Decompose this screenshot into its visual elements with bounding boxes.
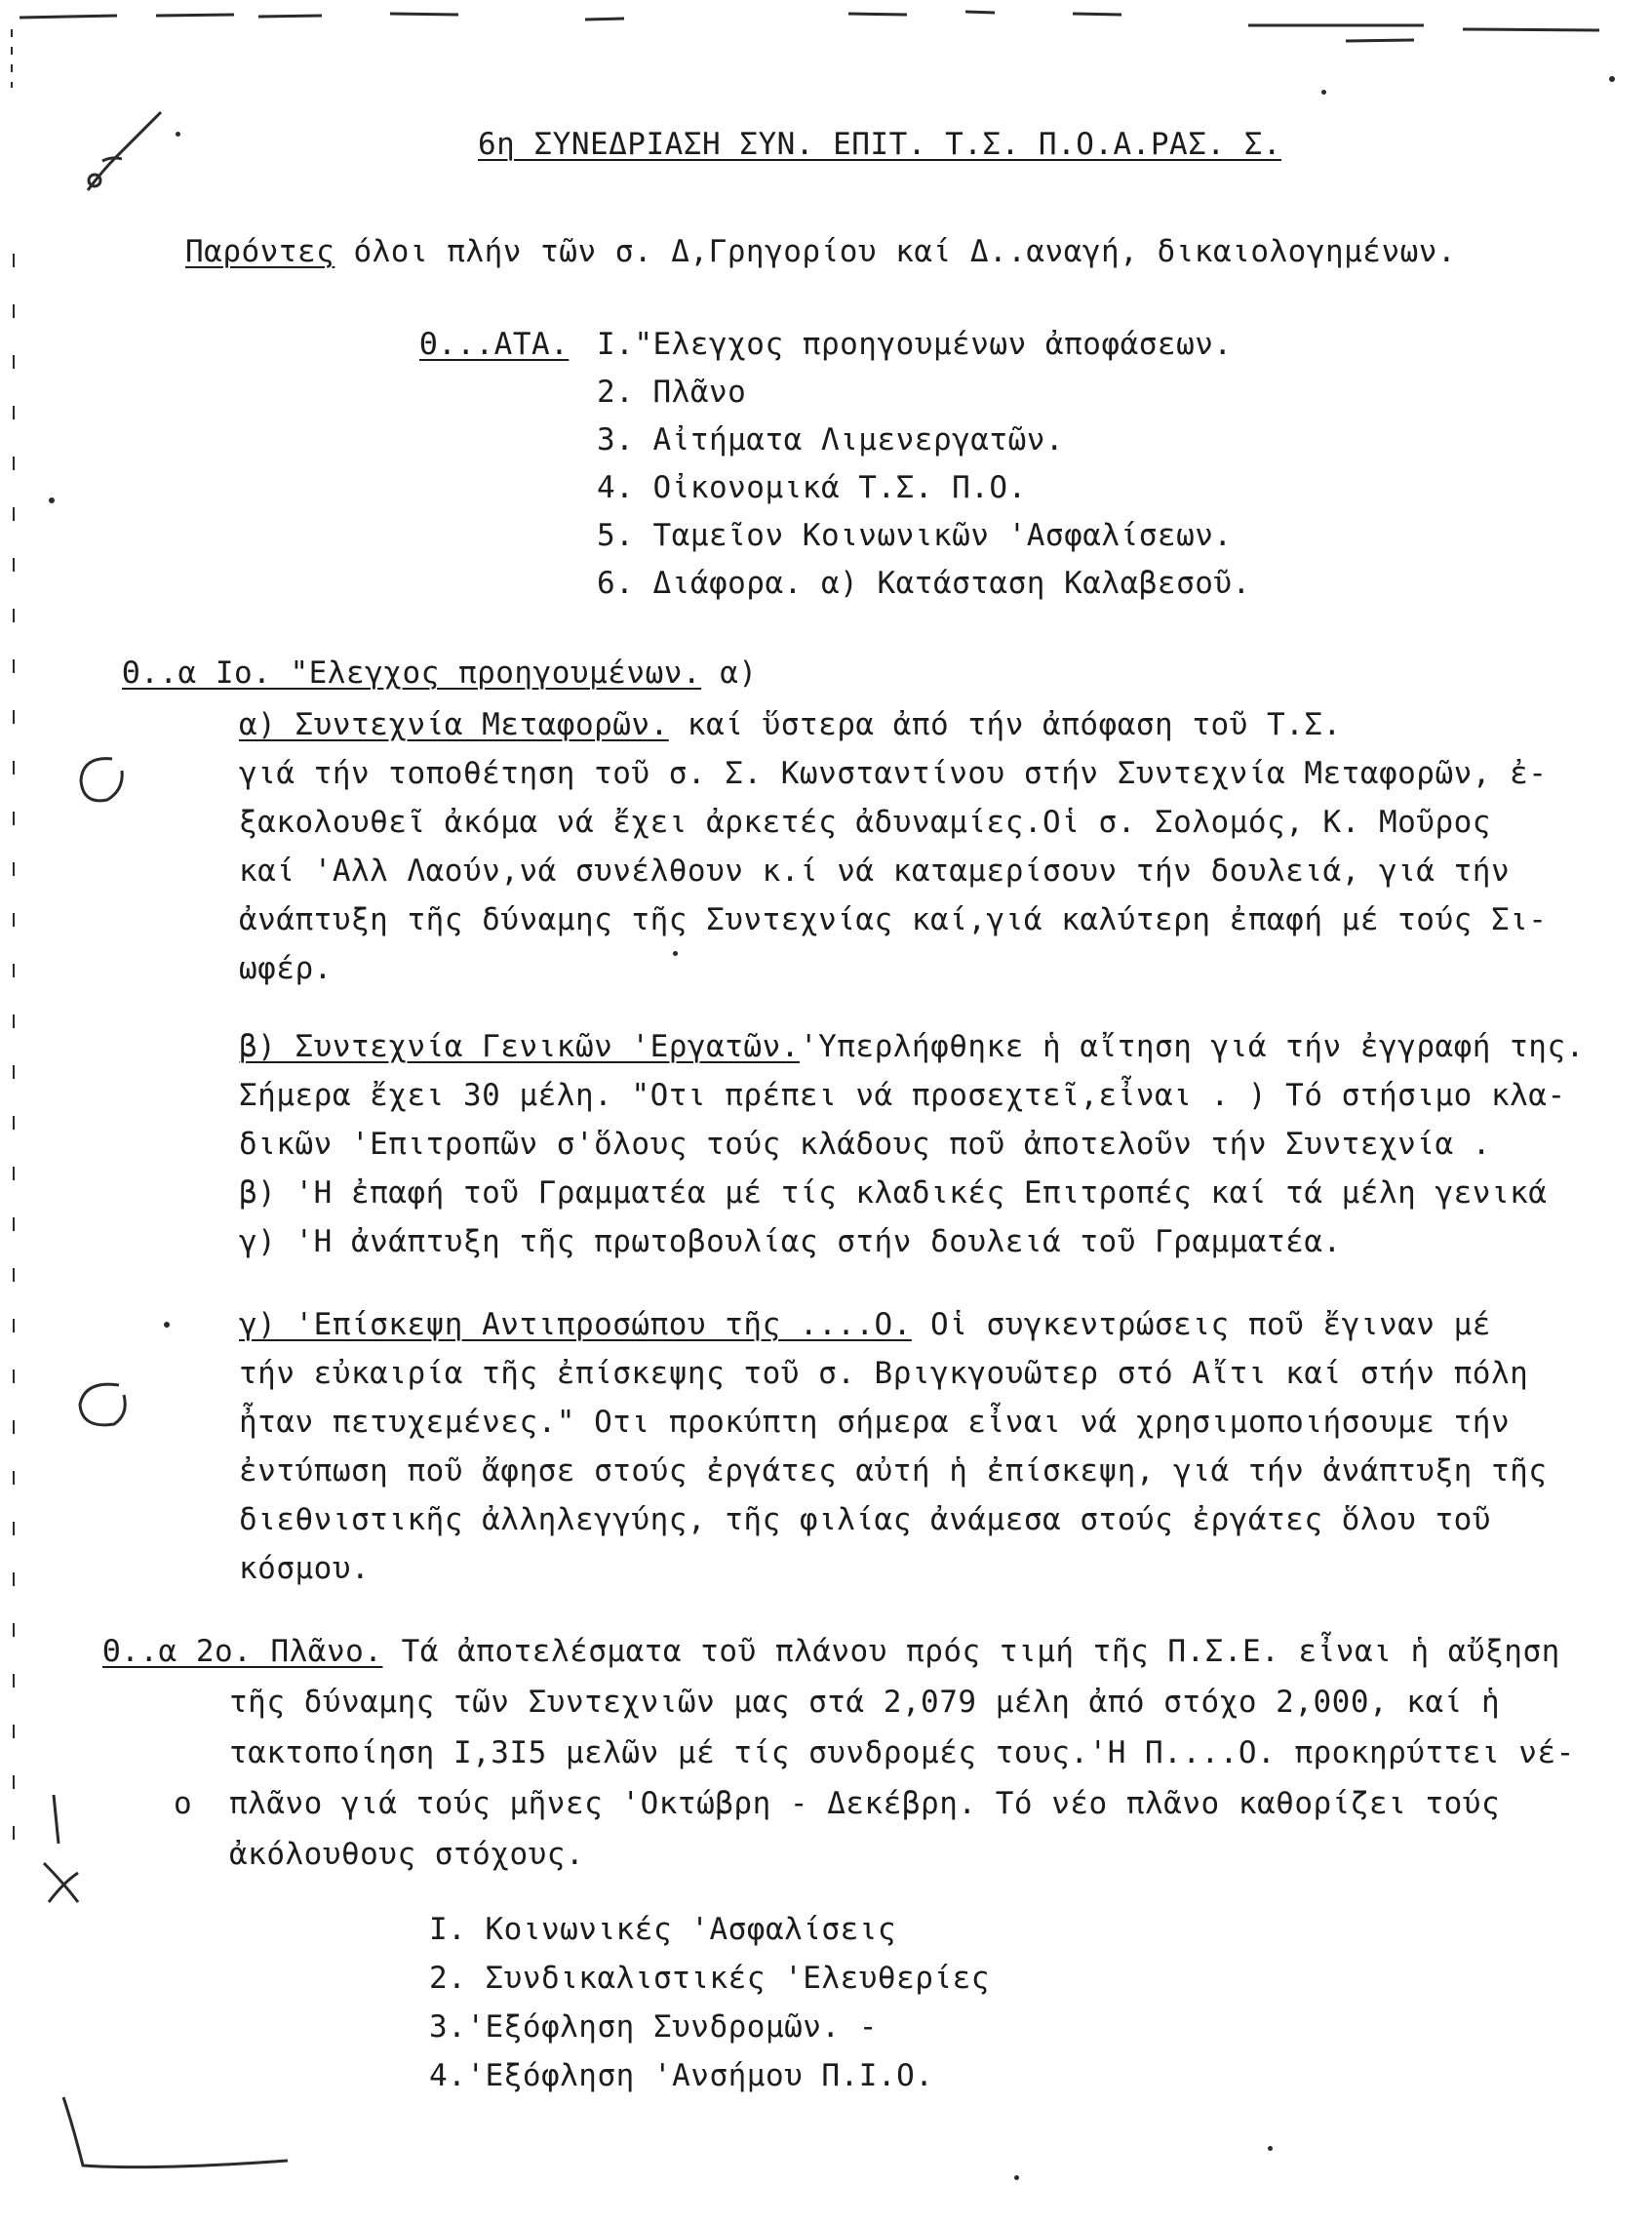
attendance-line bbox=[185, 234, 1456, 269]
pen-mark-bottom bbox=[54, 2078, 327, 2195]
section1b-line: β) 'Η ἐπαφή τοῦ Γραμματέα μέ τίς κλαδικές Επιτροπές καί τά μέλη γενικά bbox=[239, 1175, 1548, 1211]
section2-line: ἀκόλουθους στόχους. bbox=[229, 1837, 585, 1872]
section1c-line: ἐντύπωση ποῦ ἄφησε στούς ἐργάτες αὐτή ἡ ἐπίσκεψη, γιά τήν ἀνάπτυξη τῆς bbox=[239, 1453, 1548, 1489]
agenda-item: 4. Οἰκονομικά Τ.Σ. Π.Ο. bbox=[597, 470, 1027, 505]
agenda-item: 2. Πλᾶνο bbox=[597, 375, 747, 410]
agenda-item: I."Ελεγχος προηγουμένων ἀποφάσεων. bbox=[597, 327, 1233, 362]
speck bbox=[164, 1322, 170, 1328]
scan-noise-top bbox=[0, 0, 1652, 88]
section1-heading-suffix: α) bbox=[701, 656, 758, 691]
section2-heading: Θ..α 2ο. Πλᾶνο. bbox=[102, 1634, 383, 1669]
page-title: 6η ΣΥΝΕΔΡΙΑΣΗ ΣΥΝ. ΕΠΙΤ. Τ.Σ. Π.Ο.Α.ΡΑΣ. Σ. bbox=[478, 127, 1282, 162]
hole-punch-2 bbox=[70, 1375, 138, 1434]
section1c-heading: γ) 'Επίσκεψη Αντιπροσώπου τῆς ....Ο. bbox=[239, 1307, 912, 1342]
agenda-item: 3. Αἰτήματα Λιμενεργατῶν. bbox=[597, 422, 1065, 457]
section2-line: Τά ἀποτελέσματα τοῦ πλάνου πρός τιμή τῆς Π.Σ.Ε. εἶναι ἡ αὔξηση bbox=[382, 1634, 1560, 1669]
section1c-first-line bbox=[239, 1307, 1491, 1342]
goal-item: 2. Συνδικαλιστικές 'Ελευθερίες bbox=[429, 1961, 990, 1996]
section1b-heading: β) Συντεχνία Γενικῶν 'Εργατῶν. bbox=[239, 1029, 800, 1064]
goal-item: 4.'Εξόφληση 'Ανσήμου Π.Ι.Ο. bbox=[429, 2058, 934, 2093]
section1b-line: Σήμερα ἔχει 30 μέλη. "Οτι πρέπει νά προσεχτεῖ,εἶναι . ) Τό στήσιμο κλα- bbox=[239, 1078, 1566, 1113]
attendance-text: όλοι πλήν τῶν σ. Δ,Γρηγορίου καί Δ..αναγή, δικαιολογημένων. bbox=[334, 234, 1457, 269]
speck bbox=[1609, 76, 1615, 82]
agenda-item: 5. Ταμεῖον Κοινωνικῶν 'Ασφαλίσεων. bbox=[597, 518, 1233, 553]
section1c-line: τήν εὐκαιρία τῆς ἐπίσκεψης τοῦ σ. Βριγκγουῶτερ στό Αἴτι καί στήν πόλη bbox=[239, 1356, 1529, 1391]
section1c-line: ἦταν πετυχεμένες." Οτι προκύπτη σήμερα εἶναι νά χρησιμοποιήσουμε τήν bbox=[239, 1405, 1511, 1440]
attendance-label: Παρόντες bbox=[185, 234, 335, 269]
section1c-line: διεθνιστικῆς ἀλληλεγγύης, τῆς φιλίας ἀνάμεσα στούς ἐργάτες ὅλου τοῦ bbox=[239, 1502, 1491, 1537]
hole-punch-1 bbox=[73, 751, 132, 810]
section1a-line: καί ὕστερα ἀπό τήν ἀπόφαση τοῦ Τ.Σ. bbox=[668, 707, 1342, 742]
section1c-line: Οἱ συγκεντρώσεις ποῦ ἔγιναν μέ bbox=[911, 1307, 1491, 1342]
section1a-line: ξακολουθεῖ ἀκόμα νά ἔχει ἀρκετές ἀδυναμίες.Οἱ σ. Σολομός, Κ. Μοῦρος bbox=[239, 805, 1491, 840]
agenda-item: 6. Διάφορα. α) Κατάσταση Καλαβεσοῦ. bbox=[597, 566, 1251, 601]
speck bbox=[49, 497, 55, 503]
section1c-line: κόσμου. bbox=[239, 1551, 371, 1586]
section1a-heading: α) Συντεχνία Μεταφορῶν. bbox=[239, 707, 669, 742]
section1b-first-line bbox=[239, 1029, 1585, 1064]
section1-heading bbox=[122, 656, 758, 691]
speck bbox=[1268, 2146, 1273, 2151]
section1a-line: ωφέρ. bbox=[239, 951, 333, 986]
section1a-first-line bbox=[239, 707, 1342, 742]
speck bbox=[176, 132, 180, 137]
goal-item: Ι. Κοινωνικές 'Ασφαλίσεις bbox=[429, 1912, 897, 1947]
agenda-label: Θ...ΑΤΑ. bbox=[419, 327, 570, 362]
section1-heading-text: Θ..α Ιο. "Ελεγχος προηγουμένων. bbox=[122, 656, 702, 691]
section2-line: πλᾶνο γιά τούς μῆνες 'Οκτώβρη - Δεκέβρη. Τό νέο πλᾶνο καθορίζει τούς bbox=[229, 1786, 1501, 1821]
goal-item: 3.'Εξόφληση Συνδρομῶν. - bbox=[429, 2009, 878, 2045]
pen-mark-left bbox=[34, 1785, 93, 1922]
speck bbox=[1014, 2175, 1019, 2180]
section2-line: τακτοποίηση Ι,3Ι5 μελῶν μέ τίς συνδρομές τους.'Η Π....Ο. προκηρύττει νέ- bbox=[229, 1735, 1575, 1770]
section2-line: τῆς δύναμης τῶν Συντεχνιῶν μας στά 2,079 μέλη ἀπό στόχο 2,000, καί ἡ bbox=[229, 1685, 1501, 1720]
section1b-line: δικῶν 'Επιτροπῶν σ'ὅλους τούς κλάδους ποῦ ἀποτελοῦν τήν Συντεχνία . bbox=[239, 1127, 1491, 1162]
speck bbox=[1321, 90, 1326, 95]
section2-margin-mark: ο bbox=[174, 1786, 193, 1821]
section1b-line: γ) 'Η ἀνάπτυξη τῆς πρωτοβουλίας στήν δουλειά τοῦ Γραμματέα. bbox=[239, 1224, 1342, 1259]
section1a-line: γιά τήν τοποθέτηση τοῦ σ. Σ. Κωνσταντίνου στήν Συντεχνία Μεταφορῶν, ἐ- bbox=[239, 756, 1548, 791]
section1a-line: ἀνάπτυξη τῆς δύναμης τῆς Συντεχνίας καί,γιά καλύτερη ἐπαφή μέ τούς Σι- bbox=[239, 902, 1548, 937]
section1a-line: καί 'Αλλ Λαούν,νά συνέλθουν κ.ί νά καταμερίσουν τήν δουλειά, γιά τήν bbox=[239, 854, 1511, 889]
section1b-line: 'Υπερλήφθηκε ἡ αἴτηση γιά τήν ἐγγραφή της. bbox=[799, 1029, 1585, 1064]
pen-mark-topleft bbox=[83, 102, 200, 200]
speck bbox=[673, 951, 678, 956]
section2-first-line bbox=[102, 1634, 1560, 1669]
